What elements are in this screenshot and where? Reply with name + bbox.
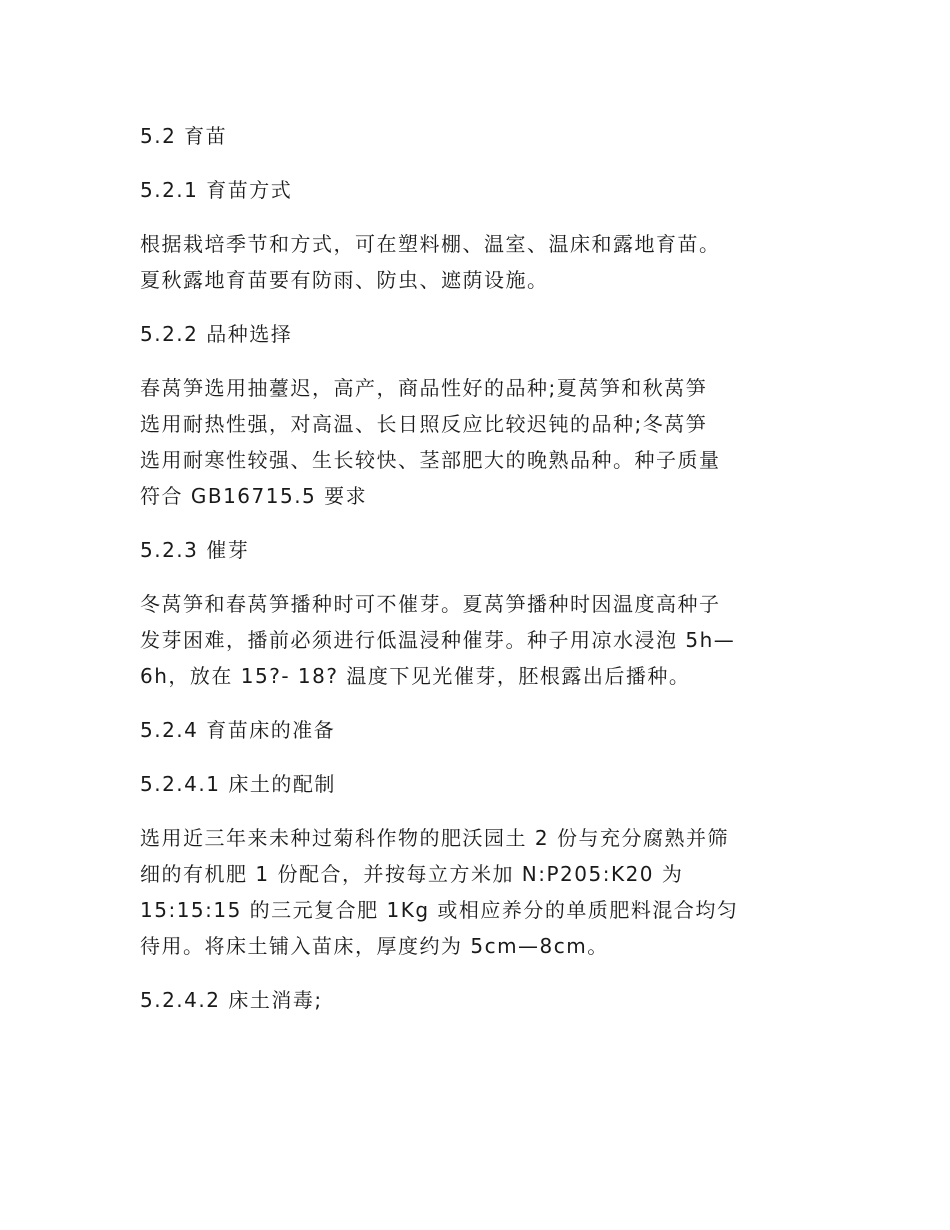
section-heading-5-2-3: 5.2.3 催芽	[140, 538, 250, 562]
paragraph-line: 夏秋露地育苗要有防雨、防虫、遮荫设施。	[140, 268, 549, 292]
section-heading-5-2-2: 5.2.2 品种选择	[140, 322, 293, 346]
section-heading-5-2-4-1: 5.2.4.1 床土的配制	[140, 772, 336, 796]
paragraph-line: 根据栽培季节和方式，可在塑料棚、温室、温床和露地育苗。	[140, 232, 721, 256]
paragraph-line: 细的有机肥 1 份配合，并按每立方米加 N:P205:K20 为	[140, 862, 684, 886]
paragraph-line: 选用耐热性强，对高温、长日照反应比较迟钝的品种;冬莴笋	[140, 412, 708, 436]
paragraph-line: 发芽困难，播前必须进行低温浸种催芽。种子用凉水浸泡 5h—	[140, 628, 736, 652]
section-heading-5-2-1: 5.2.1 育苗方式	[140, 178, 293, 202]
paragraph-bed-soil-preparation	[140, 820, 830, 964]
paragraph-line: 待用。将床土铺入苗床，厚度约为 5cm—8cm。	[140, 934, 609, 958]
paragraph-variety-selection	[140, 370, 830, 514]
paragraph-nursery-method	[140, 226, 830, 298]
paragraph-line: 15:15:15 的三元复合肥 1Kg 或相应养分的单质肥料混合均匀	[140, 898, 739, 922]
paragraph-line: 6h，放在 15?- 18? 温度下见光催芽，胚根露出后播种。	[140, 664, 691, 688]
paragraph-line: 选用耐寒性较强、生长较快、茎部肥大的晚熟品种。种子质量	[140, 448, 721, 472]
document-page	[140, 118, 830, 1036]
section-heading-5-2: 5.2 育苗	[140, 124, 228, 148]
section-heading-5-2-4: 5.2.4 育苗床的准备	[140, 718, 336, 742]
section-heading-5-2-4-2: 5.2.4.2 床土消毒;	[140, 988, 323, 1012]
paragraph-germination	[140, 586, 830, 694]
paragraph-line: 选用近三年来未种过菊科作物的肥沃园土 2 份与充分腐熟并筛	[140, 826, 729, 850]
paragraph-line: 冬莴笋和春莴笋播种时可不催芽。夏莴笋播种时因温度高种子	[140, 592, 721, 616]
paragraph-line: 符合 GB16715.5 要求	[140, 484, 368, 508]
paragraph-line: 春莴笋选用抽薹迟，高产，商品性好的品种;夏莴笋和秋莴笋	[140, 376, 708, 400]
